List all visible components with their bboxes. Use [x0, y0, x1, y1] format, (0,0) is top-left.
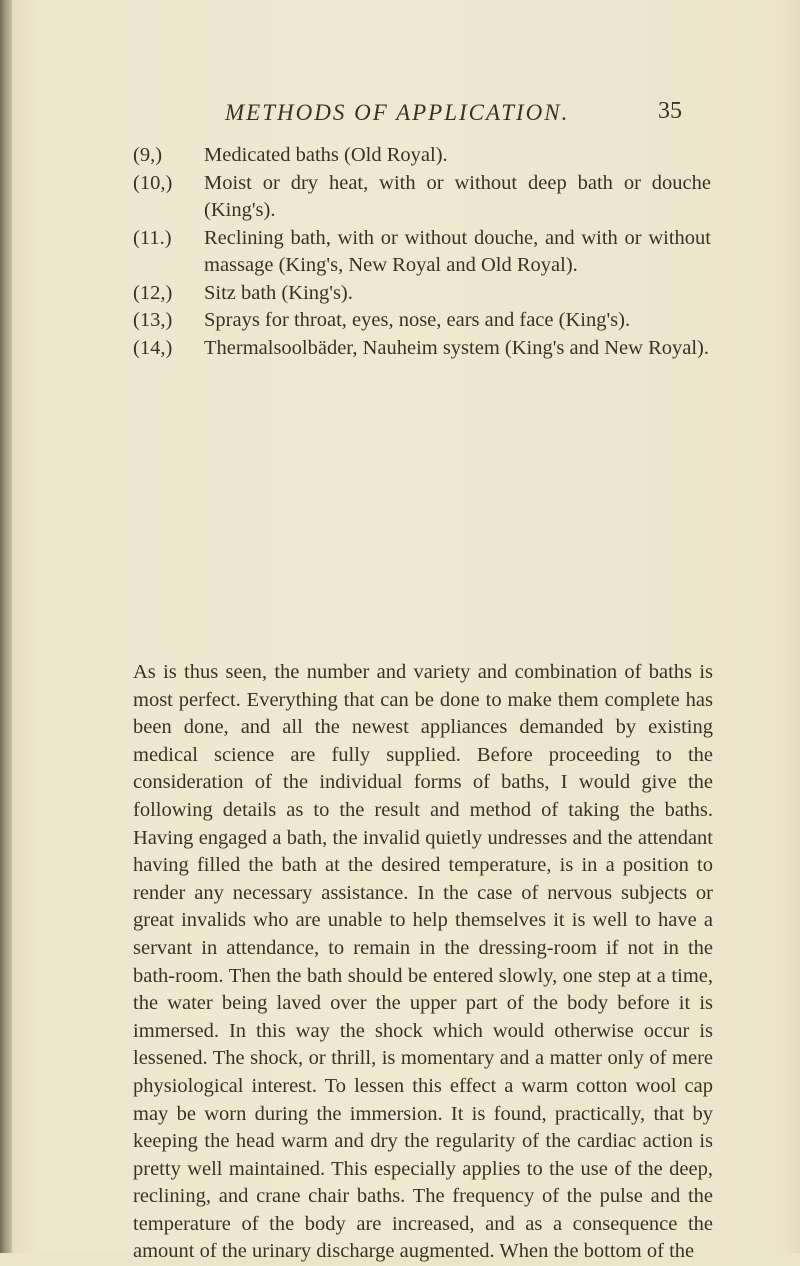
- list-item: [133, 142, 711, 170]
- body-paragraph: As is thus seen, the number and variety and combination of baths is most perfect. Everything that can be done to make them complete has been done, and all the newest appliances demanded by existing medical science are fully supplied. Before proceeding to the consideration of the individual forms of baths, I would give the following details as to the result and method of taking the baths. Having engaged a bath, the invalid quietly undresses and the attendant having filled the bath at the desired temperature, is in a position to render any necessary assistance. In the case of nervous subjects or great invalids who are unable to help themselves it is well to have a servant in attendance, to remain in the dressing-room if not in the bath-room. Then the bath should be entered slowly, one step at a time, the water being laved over the upper part of the body before it is immersed. In this way the shock which would otherwise occur is lessened. The shock, or thrill, is momentary and a matter only of mere physiological interest. To lessen this effect a warm cotton wool cap may be worn during the immersion. It is found, practically, that by keeping the head warm and dry the regularity of the cardiac action is pretty well maintained. This especially applies to the use of the deep, reclining, and crane chair baths. The frequency of the pulse and the temperature of the body are increased, and as a consequence the amount of the urinary discharge augmented. When the bottom of the: [133, 661, 713, 1263]
- list-item-text: Medicated baths (Old Royal).: [204, 144, 448, 166]
- list-item: [133, 225, 711, 280]
- book-spine-edge: [0, 0, 12, 1253]
- bath-types-list: [133, 142, 711, 362]
- list-item-text: Thermalsoolbäder, Nauheim system (King's and New Royal).: [204, 336, 710, 359]
- running-head: METHODS OF APPLICATION.: [225, 100, 570, 125]
- list-item: [133, 170, 711, 225]
- list-item: [133, 335, 711, 363]
- list-item: [133, 307, 711, 335]
- list-item-number: (14,): [133, 336, 173, 359]
- list-item-number: (13,): [133, 309, 173, 331]
- list-item-text: Sitz bath (King's).: [204, 281, 353, 304]
- list-item: [133, 280, 711, 308]
- list-item-number: (10,): [133, 171, 173, 194]
- list-item-text: Reclining bath, with or without douche, and with or without massage (King's, New Royal and Old Royal).: [204, 226, 711, 276]
- page-number: 35: [658, 98, 682, 124]
- list-item-text: Sprays for throat, eyes, nose, ears and face (King's).: [204, 309, 631, 331]
- list-item-number: (9,): [133, 144, 163, 166]
- list-item-number: (11.): [133, 226, 172, 249]
- list-item-text: Moist or dry heat, with or without deep bath or douche (King's).: [204, 171, 711, 221]
- list-item-number: (12,): [133, 281, 173, 304]
